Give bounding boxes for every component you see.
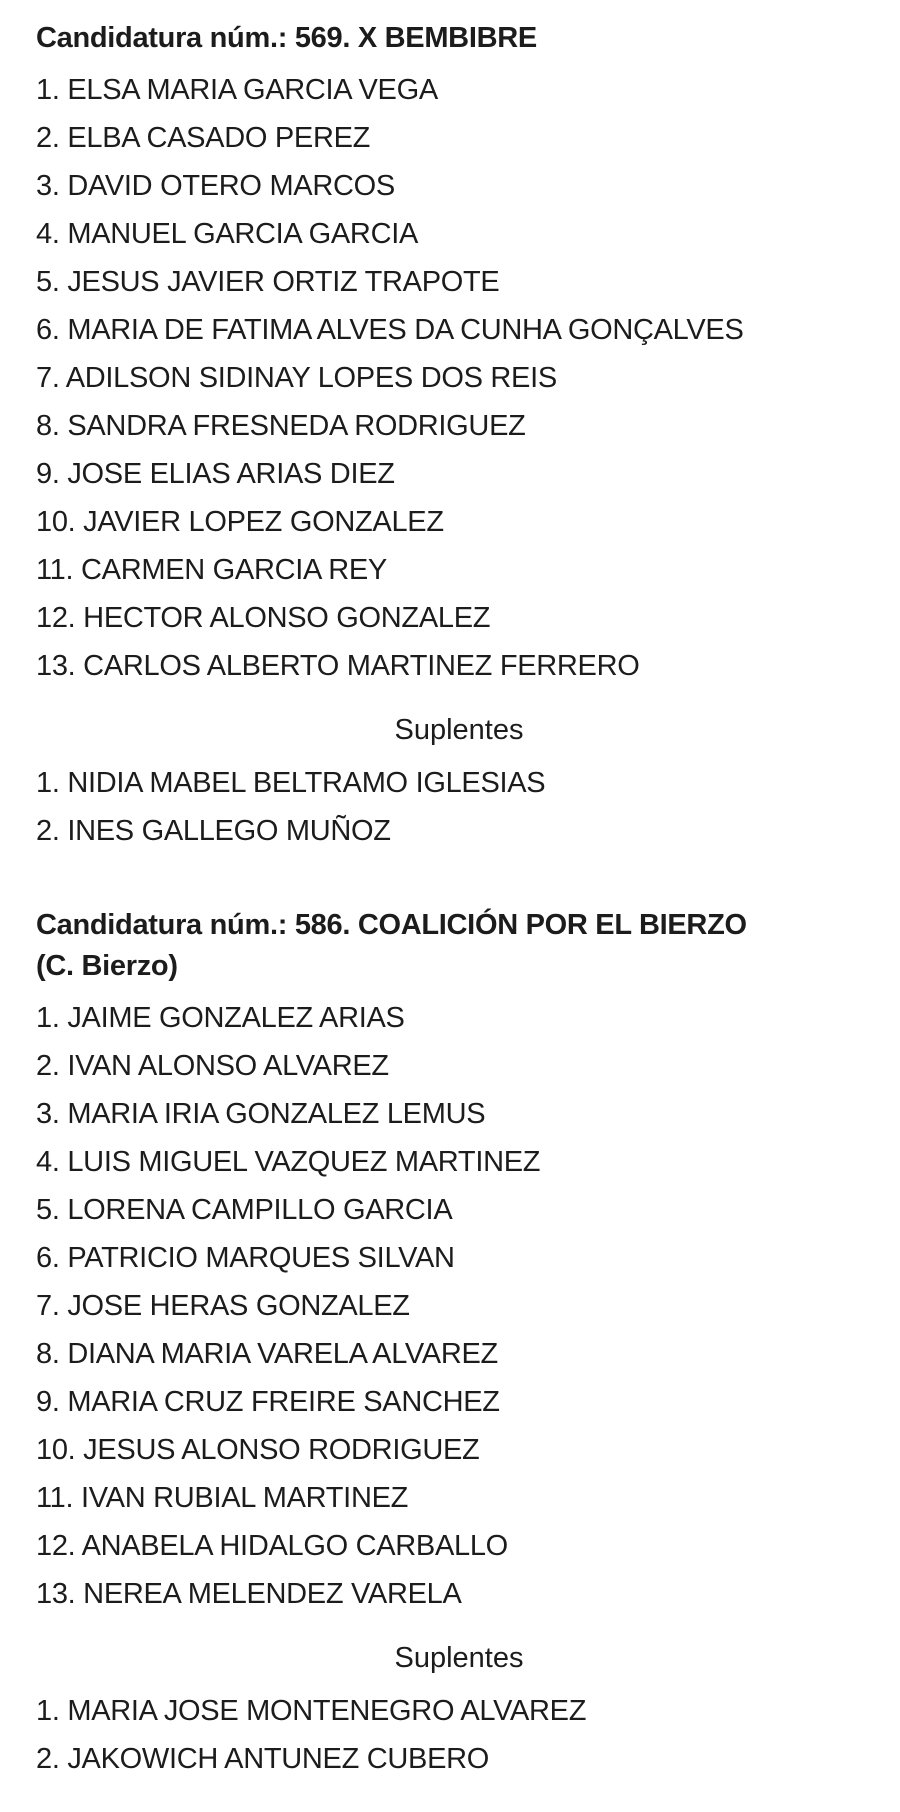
section-heading-line: (C. Bierzo) — [36, 950, 178, 982]
suplentes-list — [36, 759, 882, 855]
suplentes-list — [36, 1687, 882, 1783]
candidate-list — [36, 66, 882, 690]
candidate-item: 12. HECTOR ALONSO GONZALEZ — [36, 602, 491, 634]
candidate-item: 12. ANABELA HIDALGO CARBALLO — [36, 1530, 508, 1562]
candidate-item: 1. JAIME GONZALEZ ARIAS — [36, 1002, 405, 1034]
candidate-item: 11. IVAN RUBIAL MARTINEZ — [36, 1482, 409, 1514]
candidate-item: 10. JAVIER LOPEZ GONZALEZ — [36, 506, 444, 538]
candidate-item: 4. MANUEL GARCIA GARCIA — [36, 218, 419, 250]
section-heading-line: Candidatura núm.: 586. COALICIÓN POR EL BIERZO — [36, 909, 747, 941]
candidate-item: 13. NEREA MELENDEZ VARELA — [36, 1578, 462, 1610]
candidate-item: 7. ADILSON SIDINAY LOPES DOS REIS — [36, 362, 557, 394]
candidate-item: 2. IVAN ALONSO ALVAREZ — [36, 1050, 389, 1082]
candidate-item: 10. JESUS ALONSO RODRIGUEZ — [36, 1434, 480, 1466]
candidate-item: 4. LUIS MIGUEL VAZQUEZ MARTINEZ — [36, 1146, 541, 1178]
candidate-item: 11. CARMEN GARCIA REY — [36, 554, 387, 586]
candidate-item: 5. LORENA CAMPILLO GARCIA — [36, 1194, 453, 1226]
section-heading — [36, 905, 882, 987]
suplente-item: 2. JAKOWICH ANTUNEZ CUBERO — [36, 1743, 490, 1775]
suplentes-heading: Suplentes — [394, 714, 524, 746]
suplente-item: 2. INES GALLEGO MUÑOZ — [36, 815, 391, 847]
candidate-item: 8. SANDRA FRESNEDA RODRIGUEZ — [36, 410, 526, 442]
candidate-item: 8. DIANA MARIA VARELA ALVAREZ — [36, 1338, 498, 1370]
candidature-section-586 — [36, 905, 882, 1783]
candidate-item: 6. PATRICIO MARQUES SILVAN — [36, 1242, 455, 1274]
candidate-item: 2. ELBA CASADO PEREZ — [36, 122, 371, 154]
candidate-list — [36, 994, 882, 1618]
section-heading — [36, 18, 882, 59]
candidate-item: 6. MARIA DE FATIMA ALVES DA CUNHA GONÇALVES — [36, 314, 744, 346]
candidate-item: 13. CARLOS ALBERTO MARTINEZ FERRERO — [36, 650, 640, 682]
candidature-section-569 — [36, 18, 882, 855]
suplente-item: 1. NIDIA MABEL BELTRAMO IGLESIAS — [36, 767, 546, 799]
candidate-item: 5. JESUS JAVIER ORTIZ TRAPOTE — [36, 266, 500, 298]
candidate-item: 1. ELSA MARIA GARCIA VEGA — [36, 74, 438, 106]
candidate-item: 3. MARIA IRIA GONZALEZ LEMUS — [36, 1098, 486, 1130]
candidate-item: 9. JOSE ELIAS ARIAS DIEZ — [36, 458, 395, 490]
suplente-item: 1. MARIA JOSE MONTENEGRO ALVAREZ — [36, 1695, 587, 1727]
candidate-item: 3. DAVID OTERO MARCOS — [36, 170, 395, 202]
candidate-item: 9. MARIA CRUZ FREIRE SANCHEZ — [36, 1386, 500, 1418]
suplentes-heading: Suplentes — [394, 1642, 524, 1674]
candidate-item: 7. JOSE HERAS GONZALEZ — [36, 1290, 410, 1322]
section-heading-line: Candidatura núm.: 569. X BEMBIBRE — [36, 22, 537, 54]
